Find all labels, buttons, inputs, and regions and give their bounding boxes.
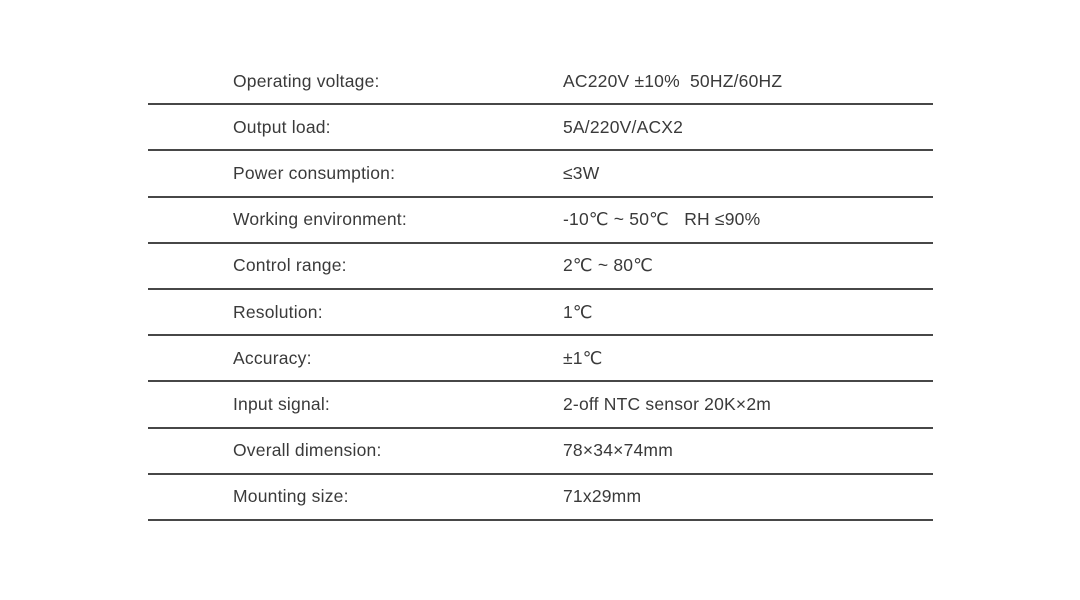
spec-row-working-environment: [148, 198, 933, 244]
spec-label: Working environment:: [233, 209, 407, 230]
spec-value: 5A/220V/ACX2: [563, 116, 684, 137]
spec-label: Accuracy:: [233, 347, 312, 368]
spec-row-control-range: [148, 244, 933, 290]
spec-label: Mounting size:: [233, 486, 349, 507]
spec-label: Power consumption:: [233, 162, 396, 183]
spec-table: [148, 59, 933, 521]
spec-label: Control range:: [233, 255, 347, 276]
spec-value: 1℃: [563, 301, 593, 322]
spec-row-accuracy: [148, 336, 933, 382]
spec-row-overall-dimension: [148, 429, 933, 475]
spec-value: 71x29mm: [563, 486, 642, 507]
spec-value: ±1℃: [563, 347, 603, 368]
spec-value: 2℃ ~ 80℃: [563, 255, 654, 276]
spec-value: AC220V ±10% 50HZ/60HZ: [563, 70, 783, 91]
spec-row-input-signal: [148, 382, 933, 428]
spec-value: 78×34×74mm: [563, 440, 673, 461]
spec-label: Resolution:: [233, 301, 323, 322]
spec-label: Overall dimension:: [233, 440, 382, 461]
spec-row-operating-voltage: [148, 59, 933, 105]
spec-value: ≤3W: [563, 162, 600, 183]
spec-label: Input signal:: [233, 393, 330, 414]
spec-label: Operating voltage:: [233, 70, 380, 91]
spec-row-output-load: [148, 105, 933, 151]
spec-row-mounting-size: [148, 475, 933, 521]
spec-value: 2-off NTC sensor 20K×2m: [563, 393, 772, 414]
spec-row-resolution: [148, 290, 933, 336]
spec-value: -10℃ ~ 50℃ RH ≤90%: [563, 209, 761, 230]
spec-label: Output load:: [233, 116, 331, 137]
spec-row-power-consumption: [148, 151, 933, 197]
